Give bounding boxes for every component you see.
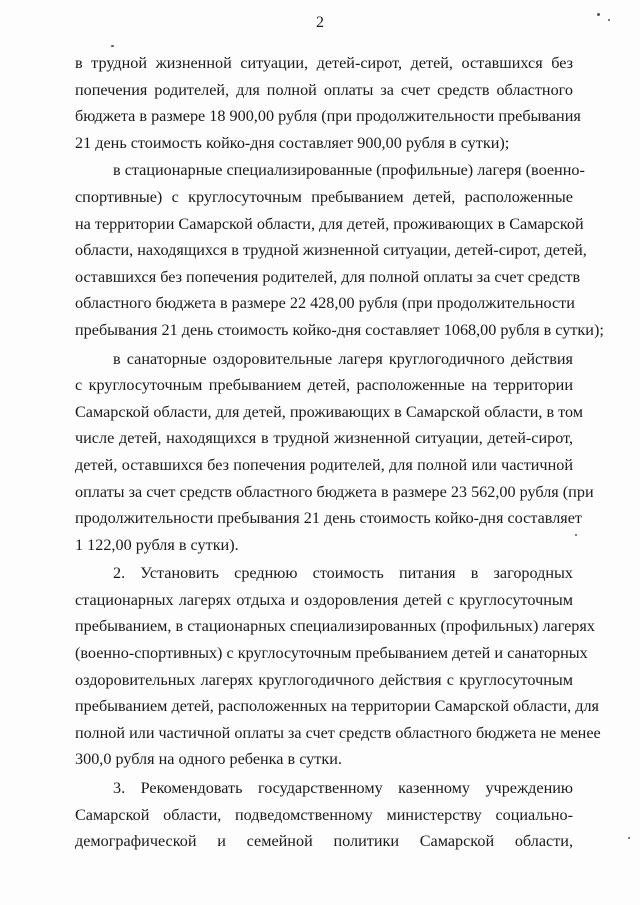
paragraph-item-3 (75, 775, 573, 855)
paragraph-2 (75, 157, 604, 343)
text-line: в санаторные оздоровительные лагеря круглогодичного действия (113, 349, 573, 368)
text-line: в стационарные специализированные (профильные) лагеря (военно- (113, 161, 585, 180)
text-line: Самарской области, подведомственному министерству социально- (75, 805, 573, 824)
scan-speck (628, 837, 630, 839)
text-line: 21 день стоимость койко-дня составляет 900,00 рубля в сутки); (75, 133, 510, 152)
page-number: 2 (316, 14, 324, 31)
text-line: оставшихся без попечения родителей, для полной оплаты за счет средств (75, 267, 581, 286)
text-line: в трудной жизненной ситуации, детей-сирот, детей, оставшихся без (75, 54, 573, 72)
text-line: оздоровительных лагерях круглогодичного действия с круглосуточным (75, 670, 573, 689)
text-line: на территории Самарской области, для детей, проживающих в Самарской (75, 214, 584, 233)
text-line: попечения родителей, для полной оплаты за счет средств областного (75, 80, 573, 99)
paragraph-3 (75, 346, 594, 559)
text-line: Самарской области, для детей, проживающих в Самарской области, в том (75, 402, 584, 421)
paragraph-item-2 (75, 560, 601, 773)
text-line: 2. Установить среднюю стоимость питания в загородных (113, 564, 573, 583)
scan-speck (608, 19, 610, 21)
text-line: 1 122,00 рубля в сутки). (75, 535, 239, 554)
text-line: пребыванием, в стационарных специализированных (профильных) лагерях (75, 617, 595, 636)
text-line: полной или частичной оплаты за счет средств областного бюджета не менее (75, 723, 601, 742)
paragraph-1 (75, 50, 581, 156)
text-line: области, находящихся в трудной жизненной ситуации, детей-сирот, детей, (75, 241, 587, 260)
text-line: (военно-спортивных) с круглосуточным пребыванием детей и санаторных (75, 644, 588, 663)
text-line: спортивные) с круглосуточным пребыванием детей, расположенные (75, 187, 573, 206)
text-line: демографической и семейной политики Самарской области, (75, 832, 573, 851)
text-line: пребыванием детей, расположенных на территории Самарской области, для (75, 697, 599, 716)
text-line: 300,0 рубля на одного ребенка в сутки. (75, 750, 342, 769)
text-line: бюджета в размере 18 900,00 рубля (при продолжительности пребывания (75, 107, 581, 126)
scan-speck (597, 13, 600, 16)
text-line: числе детей, находящихся в трудной жизненной ситуации, детей-сирот, (75, 429, 573, 448)
text-line: стационарных лагерях отдыха и оздоровления детей с круглосуточным (75, 590, 573, 609)
document-body (75, 50, 604, 855)
text-line: 3. Рекомендовать государственному казенному учреждению (113, 779, 573, 798)
text-line: оплаты за счет средств областного бюджета в размере 23 562,00 рубля (при (75, 482, 594, 501)
text-line: продолжительности пребывания 21 день стоимость койко-дня составляет (75, 509, 582, 528)
text-line: областного бюджета в размере 22 428,00 рубля (при продолжительности (75, 294, 575, 313)
text-line: с круглосуточным пребыванием детей, расположенные на территории (75, 376, 573, 395)
text-line: детей, оставшихся без попечения родителей, для полной или частичной (75, 455, 573, 474)
text-line: пребывания 21 день стоимость койко-дня составляет 1068,00 рубля в сутки); (75, 320, 604, 339)
scan-speck (575, 534, 577, 536)
scan-speck (111, 45, 114, 47)
